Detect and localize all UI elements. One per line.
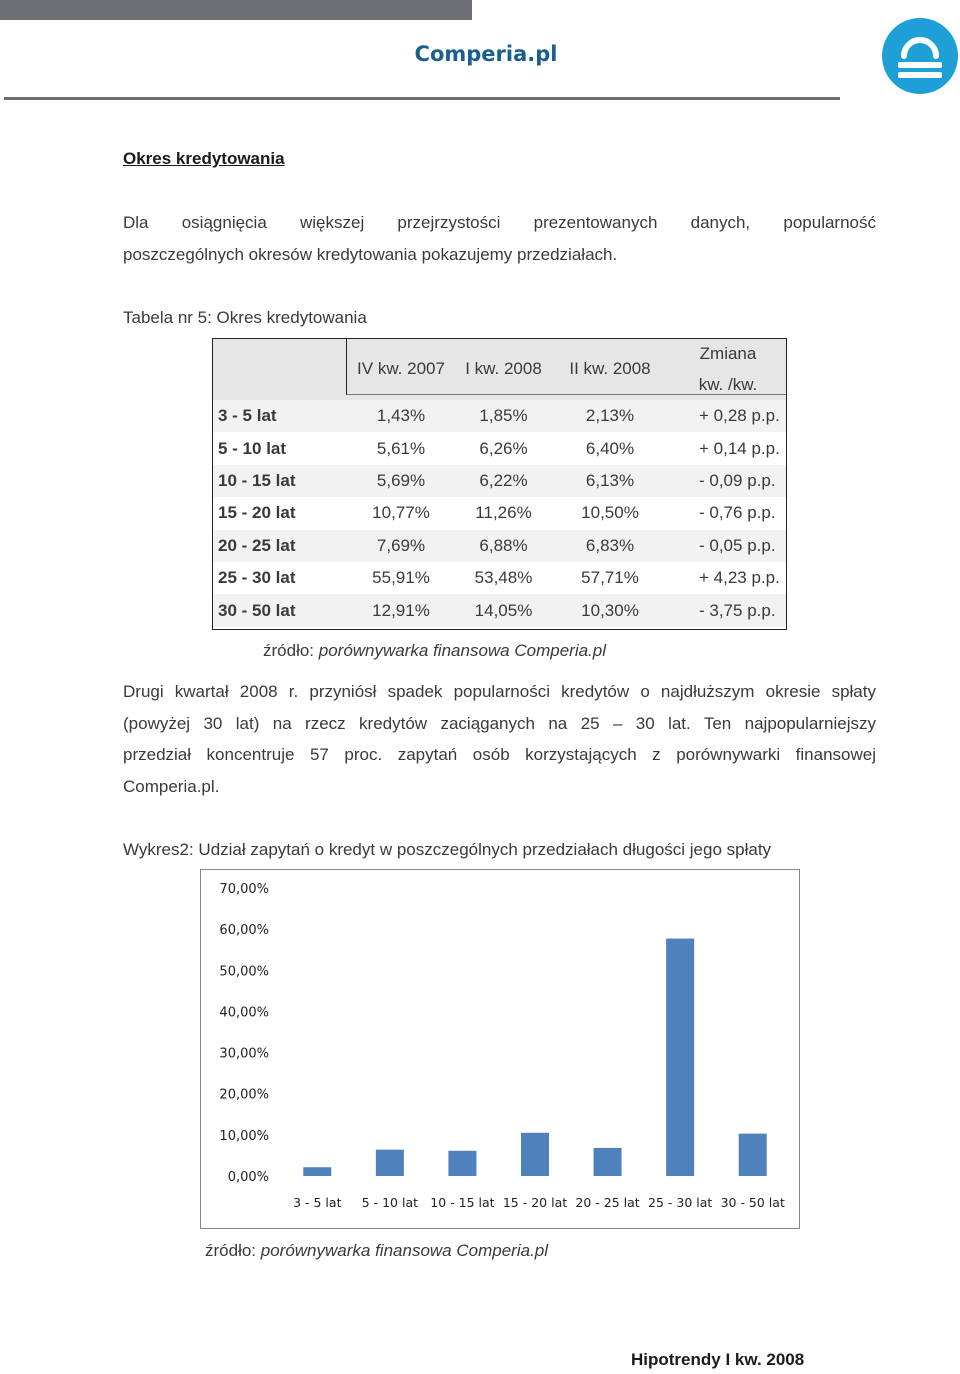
cell-q4-2007: 10,77%: [372, 503, 430, 523]
table-row: [212, 497, 787, 529]
cell-q4-2007: 5,61%: [376, 438, 426, 458]
cell-q4-2007: 12,91%: [346, 594, 456, 626]
cell-q1-2008: 6,26%: [479, 438, 528, 458]
bar-chart: [201, 870, 799, 1228]
section-title: Okres kredytowania: [123, 149, 285, 168]
y-tick-label: 40,00%: [219, 1005, 269, 1021]
x-tick-label: 10 - 15 lat: [430, 1195, 495, 1210]
cell-change: - 0,76 p.p.: [699, 503, 776, 523]
table-source: [263, 641, 606, 661]
cell-change: - 0,09 p.p.: [669, 465, 787, 497]
cell-q4-2007: 7,69%: [346, 530, 456, 562]
cell-q2-2008: 10,50%: [581, 503, 639, 523]
cell-q2-2008: 10,30%: [551, 594, 669, 626]
table-row: [212, 594, 787, 626]
header-cell-change: [669, 338, 787, 400]
header-cell-empty: [212, 338, 346, 400]
y-tick-label: 50,00%: [219, 964, 269, 980]
cell-q4-2007: 55,91%: [372, 568, 430, 588]
footer-title: Hipotrendy I kw. 2008: [631, 1350, 805, 1369]
x-tick-label: 5 - 10 lat: [361, 1195, 419, 1210]
chart-source: [205, 1241, 548, 1261]
analysis-line: Drugi kwartał 2008 r. przyniósł spadek popularności kredytów o najdłuższym okresie spłaty: [123, 682, 876, 701]
top-gray-bar: [0, 0, 472, 20]
header-change-line2: kw. /kw.: [698, 375, 758, 394]
cell-q2-2008: 6,40%: [585, 438, 635, 458]
cell-q1-2008: 1,85%: [456, 400, 551, 432]
cell-change: - 0,05 p.p.: [669, 530, 787, 562]
cell-change: + 0,14 p.p.: [699, 438, 780, 458]
bar: [666, 939, 694, 1176]
y-tick-label: 70,00%: [219, 882, 269, 897]
row-label: 15 - 20 lat: [218, 503, 296, 523]
header-cell: I kw. 2008: [456, 338, 551, 400]
x-tick-label: 25 - 30 lat: [648, 1195, 713, 1210]
table-header-row: [212, 338, 787, 400]
cell-change: - 3,75 p.p.: [669, 594, 787, 626]
x-tick-label: 30 - 50 lat: [720, 1195, 785, 1210]
x-tick-label: 20 - 25 lat: [575, 1195, 640, 1210]
y-tick-label: 0,00%: [227, 1170, 269, 1185]
cell-q1-2008: 14,05%: [456, 594, 551, 626]
source-text: porównywarka finansowa Comperia.pl: [260, 1241, 548, 1260]
analysis-line: (powyżej 30 lat) na rzecz kredytów zaciąganych na 25 – 30 lat. Ten najpopularniejszy: [123, 713, 876, 733]
table-row: [212, 530, 787, 562]
row-label: 20 - 25 lat: [212, 530, 346, 562]
row-label: 5 - 10 lat: [218, 438, 287, 458]
bar: [521, 1133, 549, 1176]
y-tick-label: 20,00%: [219, 1087, 269, 1103]
table-row: [212, 465, 787, 497]
x-tick-label: 15 - 20 lat: [502, 1195, 568, 1210]
bar: [594, 1148, 622, 1176]
header-cell: IV kw. 2007: [346, 338, 456, 400]
source-prefix: źródło:: [263, 641, 319, 660]
intro-line: poszczególnych okresów kredytowania pokazujemy przedziałach.: [123, 244, 618, 264]
cell-q2-2008: 6,83%: [551, 530, 669, 562]
cell-q4-2007: 5,69%: [346, 465, 456, 497]
libra-icon: [882, 18, 958, 94]
cell-q2-2008: 2,13%: [551, 400, 669, 432]
header-change-line1: Zmiana: [699, 344, 757, 363]
y-tick-label: 60,00%: [219, 923, 269, 939]
bar: [448, 1151, 476, 1176]
row-label: 30 - 50 lat: [212, 594, 346, 626]
chart-frame: [200, 869, 800, 1229]
cell-q2-2008: 57,71%: [581, 568, 639, 588]
bar: [303, 1167, 331, 1176]
cell-q1-2008: 11,26%: [475, 503, 532, 523]
table-row: [212, 400, 787, 432]
table-row: [212, 432, 787, 464]
table-caption: Tabela nr 5: Okres kredytowania: [123, 308, 367, 327]
cell-q1-2008: 6,88%: [456, 530, 551, 562]
chart-caption: Wykres2: Udział zapytań o kredyt w poszczególnych przedziałach długości jego spłaty: [123, 840, 772, 859]
header-rule: [4, 97, 840, 100]
header-cell: II kw. 2008: [551, 338, 669, 400]
cell-q1-2008: 6,22%: [456, 465, 551, 497]
row-label: 10 - 15 lat: [212, 465, 346, 497]
intro-paragraph: [123, 207, 876, 270]
cell-change: + 4,23 p.p.: [699, 568, 780, 588]
analysis-line: Comperia.pl.: [123, 776, 220, 796]
x-tick-label: 3 - 5 lat: [293, 1195, 342, 1210]
row-label: 3 - 5 lat: [212, 400, 346, 432]
analysis-paragraph: [123, 676, 876, 802]
cell-q4-2007: 1,43%: [346, 400, 456, 432]
cell-change: + 0,28 p.p.: [669, 400, 787, 432]
source-text: porównywarka finansowa Comperia.pl: [318, 641, 606, 660]
bar: [376, 1150, 404, 1176]
row-label: 25 - 30 lat: [218, 568, 296, 588]
table-row: [212, 562, 787, 594]
brand-title: Comperia.pl: [414, 42, 558, 66]
loan-period-table: [212, 338, 787, 627]
cell-q1-2008: 53,48%: [474, 568, 533, 588]
bar: [739, 1134, 767, 1176]
intro-line: Dla osiągnięcia większej przejrzystości prezentowanych danych, popularność: [123, 213, 876, 232]
cell-q2-2008: 6,13%: [551, 465, 669, 497]
source-prefix: źródło:: [205, 1241, 261, 1260]
y-tick-label: 10,00%: [219, 1128, 269, 1144]
analysis-line: przedział koncentruje 57 proc. zapytań osób korzystających z porównywarki finansowej: [123, 745, 876, 764]
y-tick-label: 30,00%: [219, 1046, 269, 1062]
